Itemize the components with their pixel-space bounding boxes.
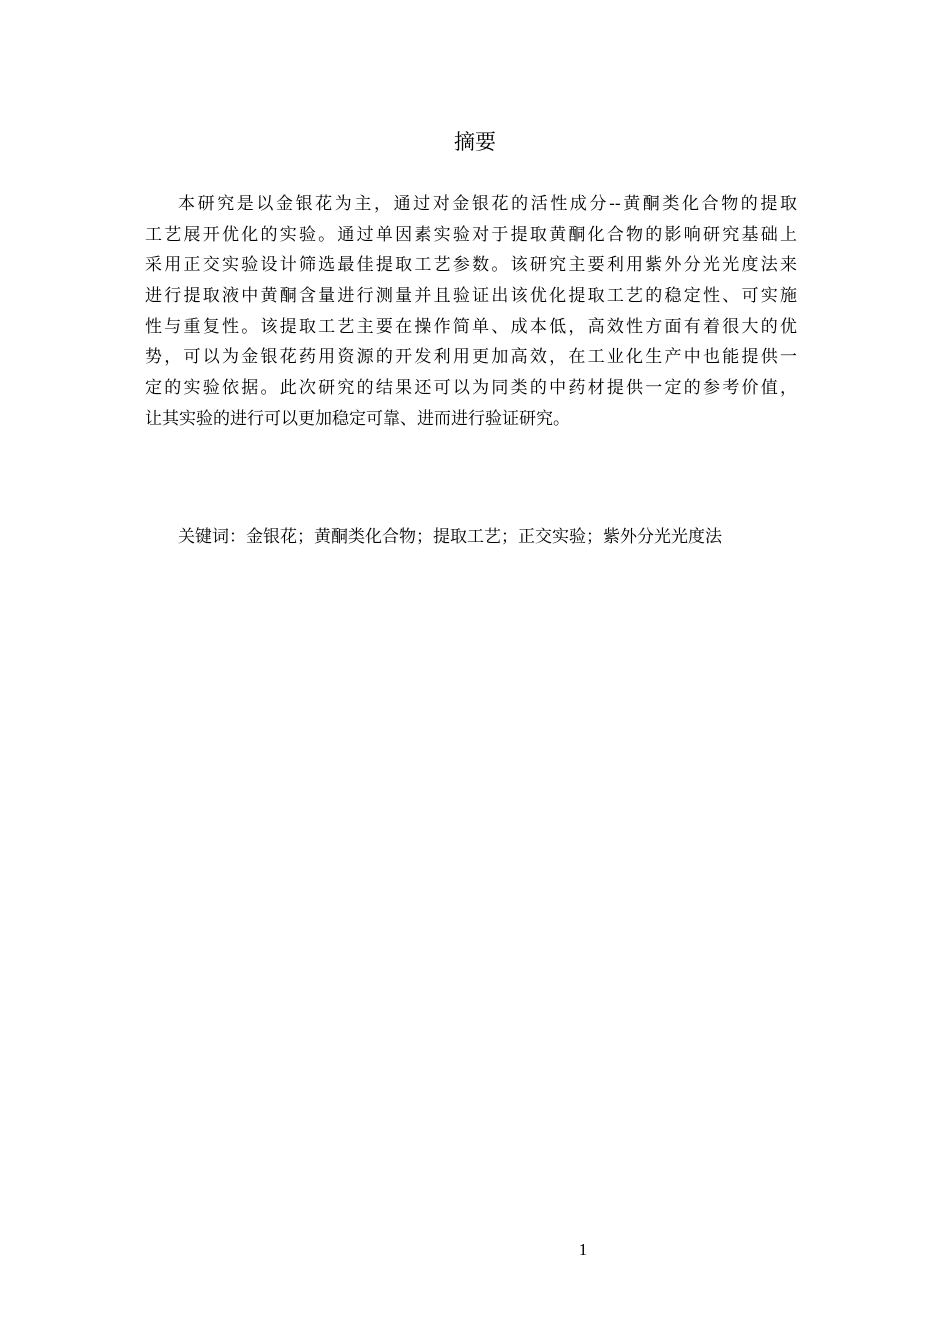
abstract-body (145, 189, 797, 435)
keywords-line: 关键词：金银花；黄酮类化合物；提取工艺；正交实验；紫外分光光度法 (178, 527, 722, 547)
page-title: 摘要 (454, 130, 496, 154)
abstract-line: 进行提取液中黄酮含量进行测量并且验证出该优化提取工艺的稳定性、可实施 (145, 286, 797, 307)
abstract-line: 势，可以为金银花药用资源的开发利用更加高效，在工业化生产中也能提供一 (145, 347, 797, 368)
abstract-line: 采用正交实验设计筛选最佳提取工艺参数。该研究主要利用紫外分光光度法来 (145, 255, 797, 276)
abstract-line: 定的实验依据。此次研究的结果还可以为同类的中药材提供一定的参考价值， (145, 378, 797, 399)
abstract-line: 让其实验的进行可以更加稳定可靠、进而进行验证研究。 (145, 408, 570, 429)
abstract-line: 本研究是以金银花为主，通过对金银花的活性成分--黄酮类化合物的提取 (178, 194, 797, 214)
page-number: 1 (578, 1240, 588, 1259)
abstract-line: 性与重复性。该提取工艺主要在操作简单、成本低，高效性方面有着很大的优 (145, 316, 797, 337)
abstract-line: 工艺展开优化的实验。通过单因素实验对于提取黄酮化合物的影响研究基础上 (145, 224, 797, 245)
